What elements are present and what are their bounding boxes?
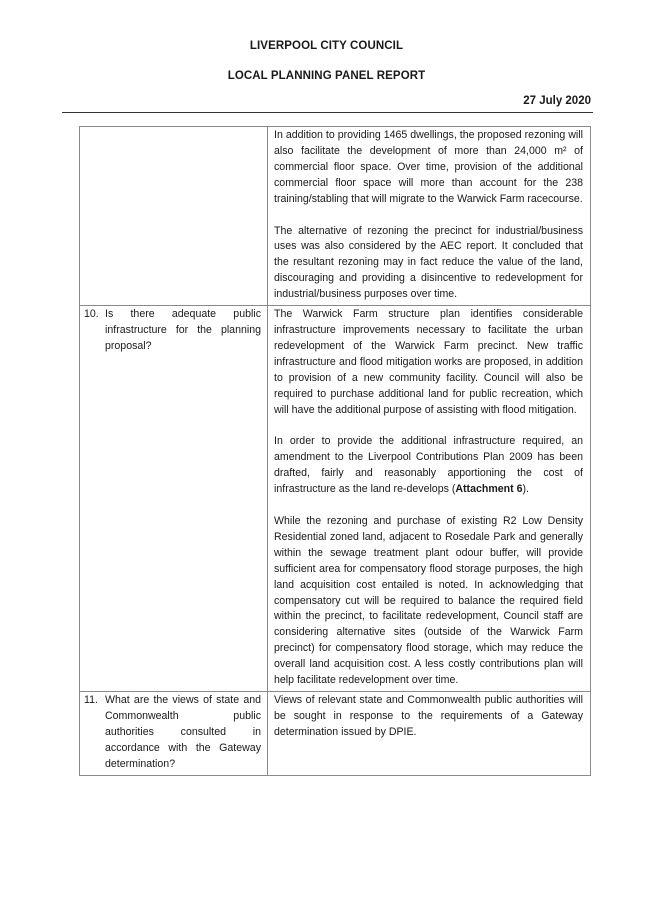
table-row [80, 692, 591, 776]
report-title: LOCAL PLANNING PANEL REPORT [227, 70, 426, 82]
report-table [79, 126, 591, 776]
answer-paragraph: Views of relevant state and Commonwealth public authorities will be sought in response to the requirements of a Gateway determination issued by DPIE. [274, 694, 583, 738]
answer-paragraph: The Warwick Farm structure plan identifies considerable infrastructure improvements necessary to facilitate the urban redevelopment of the Warwick Farm precinct. New traffic infrastructure and flood mitigation works are proposed, in addition to provision of a new community facility. Council will also be required to purchase additional land for public recreation, which will have the additional purpose of assisting with flood mitigation. [274, 308, 583, 416]
council-name: LIVERPOOL CITY COUNCIL [249, 40, 404, 52]
question-cell [80, 306, 268, 692]
report-date: 27 July 2020 [523, 95, 591, 107]
answer-paragraph: The alternative of rezoning the precinct for industrial/business uses was also considered by the AEC report. It concluded that the resultant rezoning may in fact reduce the value of the land, discouraging and providing a disincentive to redevelopment for industrial/business purposes over time. [274, 224, 583, 301]
question-text: Is there adequate public infrastructure for the planning proposal? [105, 308, 261, 352]
header-divider [62, 112, 593, 113]
paragraph-suffix: ). [522, 483, 529, 496]
answer-cell [268, 692, 591, 776]
paragraph-text: In order to provide the additional infrastructure required, an amendment to the Liverpool Contributions Plan 2009 has been drafted, fairly and reasonably apportioning the cost of infrastructure as the land re-develops ( [274, 435, 583, 496]
question-number: 10. [84, 308, 99, 321]
answer-paragraph: While the rezoning and purchase of existing R2 Low Density Residential zoned land, adjacent to Rosedale Park and generally within the sewage treatment plant odour buffer, will provide sufficient area for compensatory flood storage purposes, the high land acquisition cost entailed is noted. In acknowledging that compensatory cut will be required to balance the required field within the precinct, to facilitate redevelopment, Council staff are considering alternative sites (outside of the Warwick Farm precinct) for compensatory flood storage, which may reduce the overall land acquisition cost. A less costly contributions plan will help facilitate redevelopment over time. [274, 515, 583, 687]
table-row [80, 127, 591, 306]
question-number: 11. [84, 694, 98, 706]
question-cell [80, 692, 268, 776]
question-cell [80, 127, 268, 306]
answer-cell [268, 306, 591, 692]
answer-paragraph: In addition to providing 1465 dwellings, the proposed rezoning will also facilitate the development of more than 24,000 m² of commercial floor space. Over time, provision of the additional commercial floor space will more than account for the 238 training/stabling that will migrate to the Warwick Farm racecourse. [274, 129, 583, 205]
attachment-reference: Attachment 6 [455, 483, 523, 496]
answer-cell [268, 127, 591, 306]
question-text: What are the views of state and Commonwealth public authorities consulted in accordance with the Gateway determination? [105, 694, 261, 770]
table-row [80, 306, 591, 692]
answer-paragraph [274, 434, 583, 498]
